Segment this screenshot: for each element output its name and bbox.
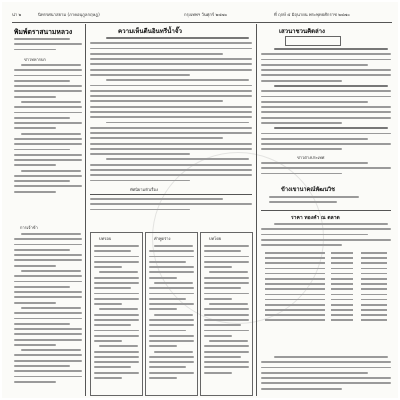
section-rule [90, 194, 252, 195]
body-text [261, 162, 391, 178]
article-box [145, 232, 198, 396]
right-subhead: ข่าวต่างประเทศ [297, 155, 325, 160]
box-title: บทโดย [209, 236, 222, 241]
newspaper-page [2, 2, 398, 398]
section-subhead: การเจ้าข้า [20, 225, 38, 230]
right-heading: เสวนาชวนคิดล่าง [279, 28, 325, 35]
banner-title: พิมพ์ตราสนามหลวง [14, 28, 73, 36]
right-column [261, 26, 391, 396]
center-column [90, 26, 252, 396]
article-box [200, 232, 253, 396]
page-header [12, 11, 392, 21]
issue-date: ที่ ฤกษ์ ๕ มิถุนายน พระพุทธศักราช ๒๔๗๐ [274, 12, 350, 17]
body-text [204, 245, 249, 377]
price-list-names [265, 252, 325, 325]
price-list-values [331, 252, 353, 325]
body-text [261, 356, 391, 393]
list-title: ราคา ทองคำ ณ ตลาด [291, 215, 340, 221]
body-text [14, 64, 82, 196]
body-text [90, 198, 252, 214]
center-signature: ทัศนิยามหัวเรื่อง [130, 187, 158, 192]
center-heading: ความเห็นตีนอินทรีน้ำจั๊ว [118, 28, 182, 35]
page-number: น่า ๒ [12, 12, 22, 17]
body-text [90, 37, 252, 185]
body-text [261, 48, 391, 154]
header-mid: กรุงเทพฯ วันศุกร์ ๒๔๗๐ [184, 12, 228, 17]
section-title: ข้างเขานาคณ์พัฒนวิช [281, 187, 335, 193]
body-text [261, 223, 391, 249]
body-text [14, 233, 82, 386]
publication-name: นิทรรศนาสยาม (ภาคอนุกูลกฤษฎ) [38, 12, 100, 17]
body-text [269, 196, 379, 207]
price-list-values [361, 252, 387, 325]
header-rule [12, 22, 392, 23]
box-title: คำพูดร่าง [154, 236, 171, 241]
section-subhead: ข่าวทหารบก [24, 57, 46, 62]
column-rule [85, 24, 86, 396]
body-text [14, 38, 82, 54]
left-column [14, 26, 82, 396]
box-title: บทรอบ [99, 236, 112, 241]
heading-box [285, 36, 341, 46]
body-text [94, 245, 139, 382]
body-text [149, 245, 194, 382]
column-rule [256, 24, 257, 396]
section-rule [261, 210, 391, 211]
article-box [90, 232, 143, 396]
